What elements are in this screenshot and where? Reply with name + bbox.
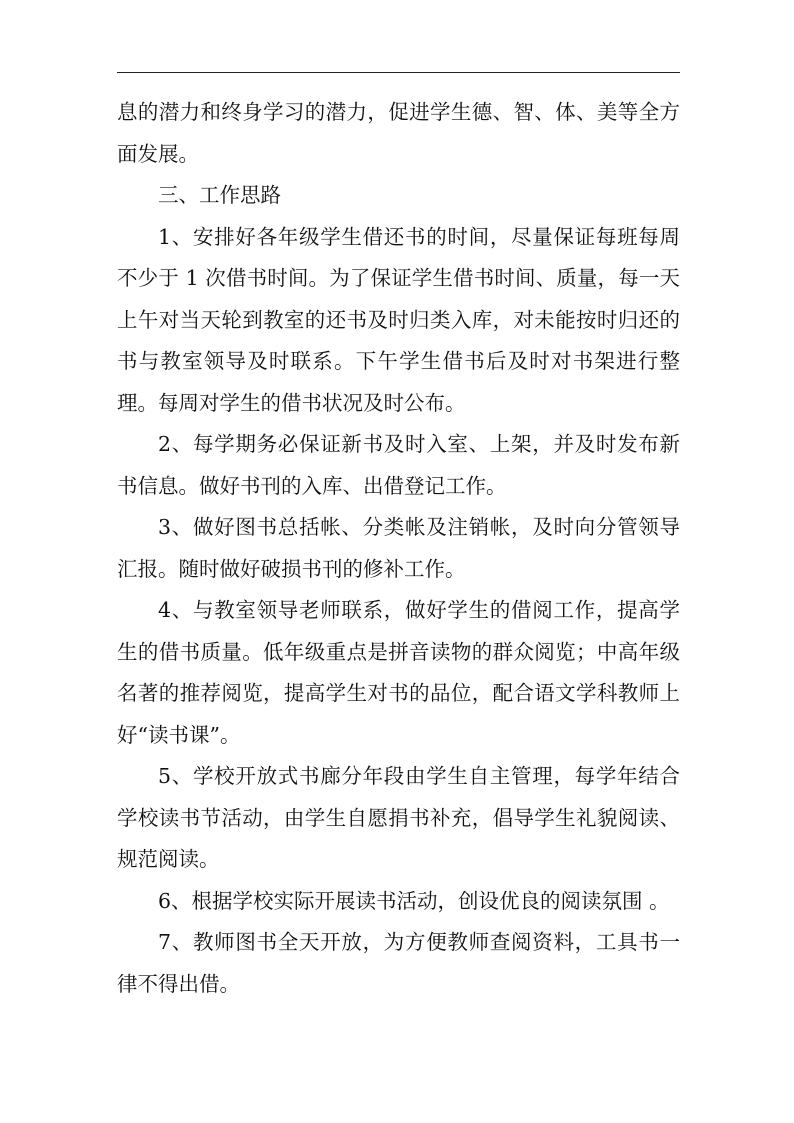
paragraph: 2、每学期务必保证新书及时入室、上架，并及时发布新书信息。做好书刊的入库、出借登记工作。 (117, 432, 680, 498)
paragraph: 3、做好图书总括帐、分类帐及注销帐，及时向分管领导汇报。随时做好破损书刊的修补工作。 (117, 515, 680, 581)
document-body (117, 92, 680, 1005)
paragraph: 4、与教室领导老师联系，做好学生的借阅工作，提高学生的借书质量。低年级重点是拼音读物的群众阅览；中高年级名著的推荐阅览，提高学生对书的品位，配合语文学科教师上好“读书课”。 (117, 598, 680, 747)
header-rule (117, 72, 680, 73)
section-heading: 三、工作思路 (158, 183, 281, 207)
paragraph: 7、教师图书全天开放，为方便教师查阅资料，工具书一律不得出借。 (117, 930, 680, 996)
paragraph: 5、学校开放式书廊分年段由学生自主管理，每学年结合学校读书节活动，由学生自愿捐书补充，倡导学生礼貌阅读、规范阅读。 (117, 764, 680, 871)
paragraph: 息的潜力和终身学习的潜力，促进学生德、智、体、美等全方面发展。 (117, 100, 680, 166)
paragraph: 1、安排好各年级学生借还书的时间，尽量保证每班每周不少于 1 次借书时间。为了保证学生借书时间、质量，每一天上午对当天轮到教室的还书及时归类入库，对未能按时归还的书与教室领导及时联系。下午学生借书后及时对书架进行整理。每周对学生的借书状况及时公布。 (117, 224, 680, 415)
paragraph: 6、根据学校实际开展读书活动，创设优良的阅读氛围 。 (158, 888, 670, 913)
